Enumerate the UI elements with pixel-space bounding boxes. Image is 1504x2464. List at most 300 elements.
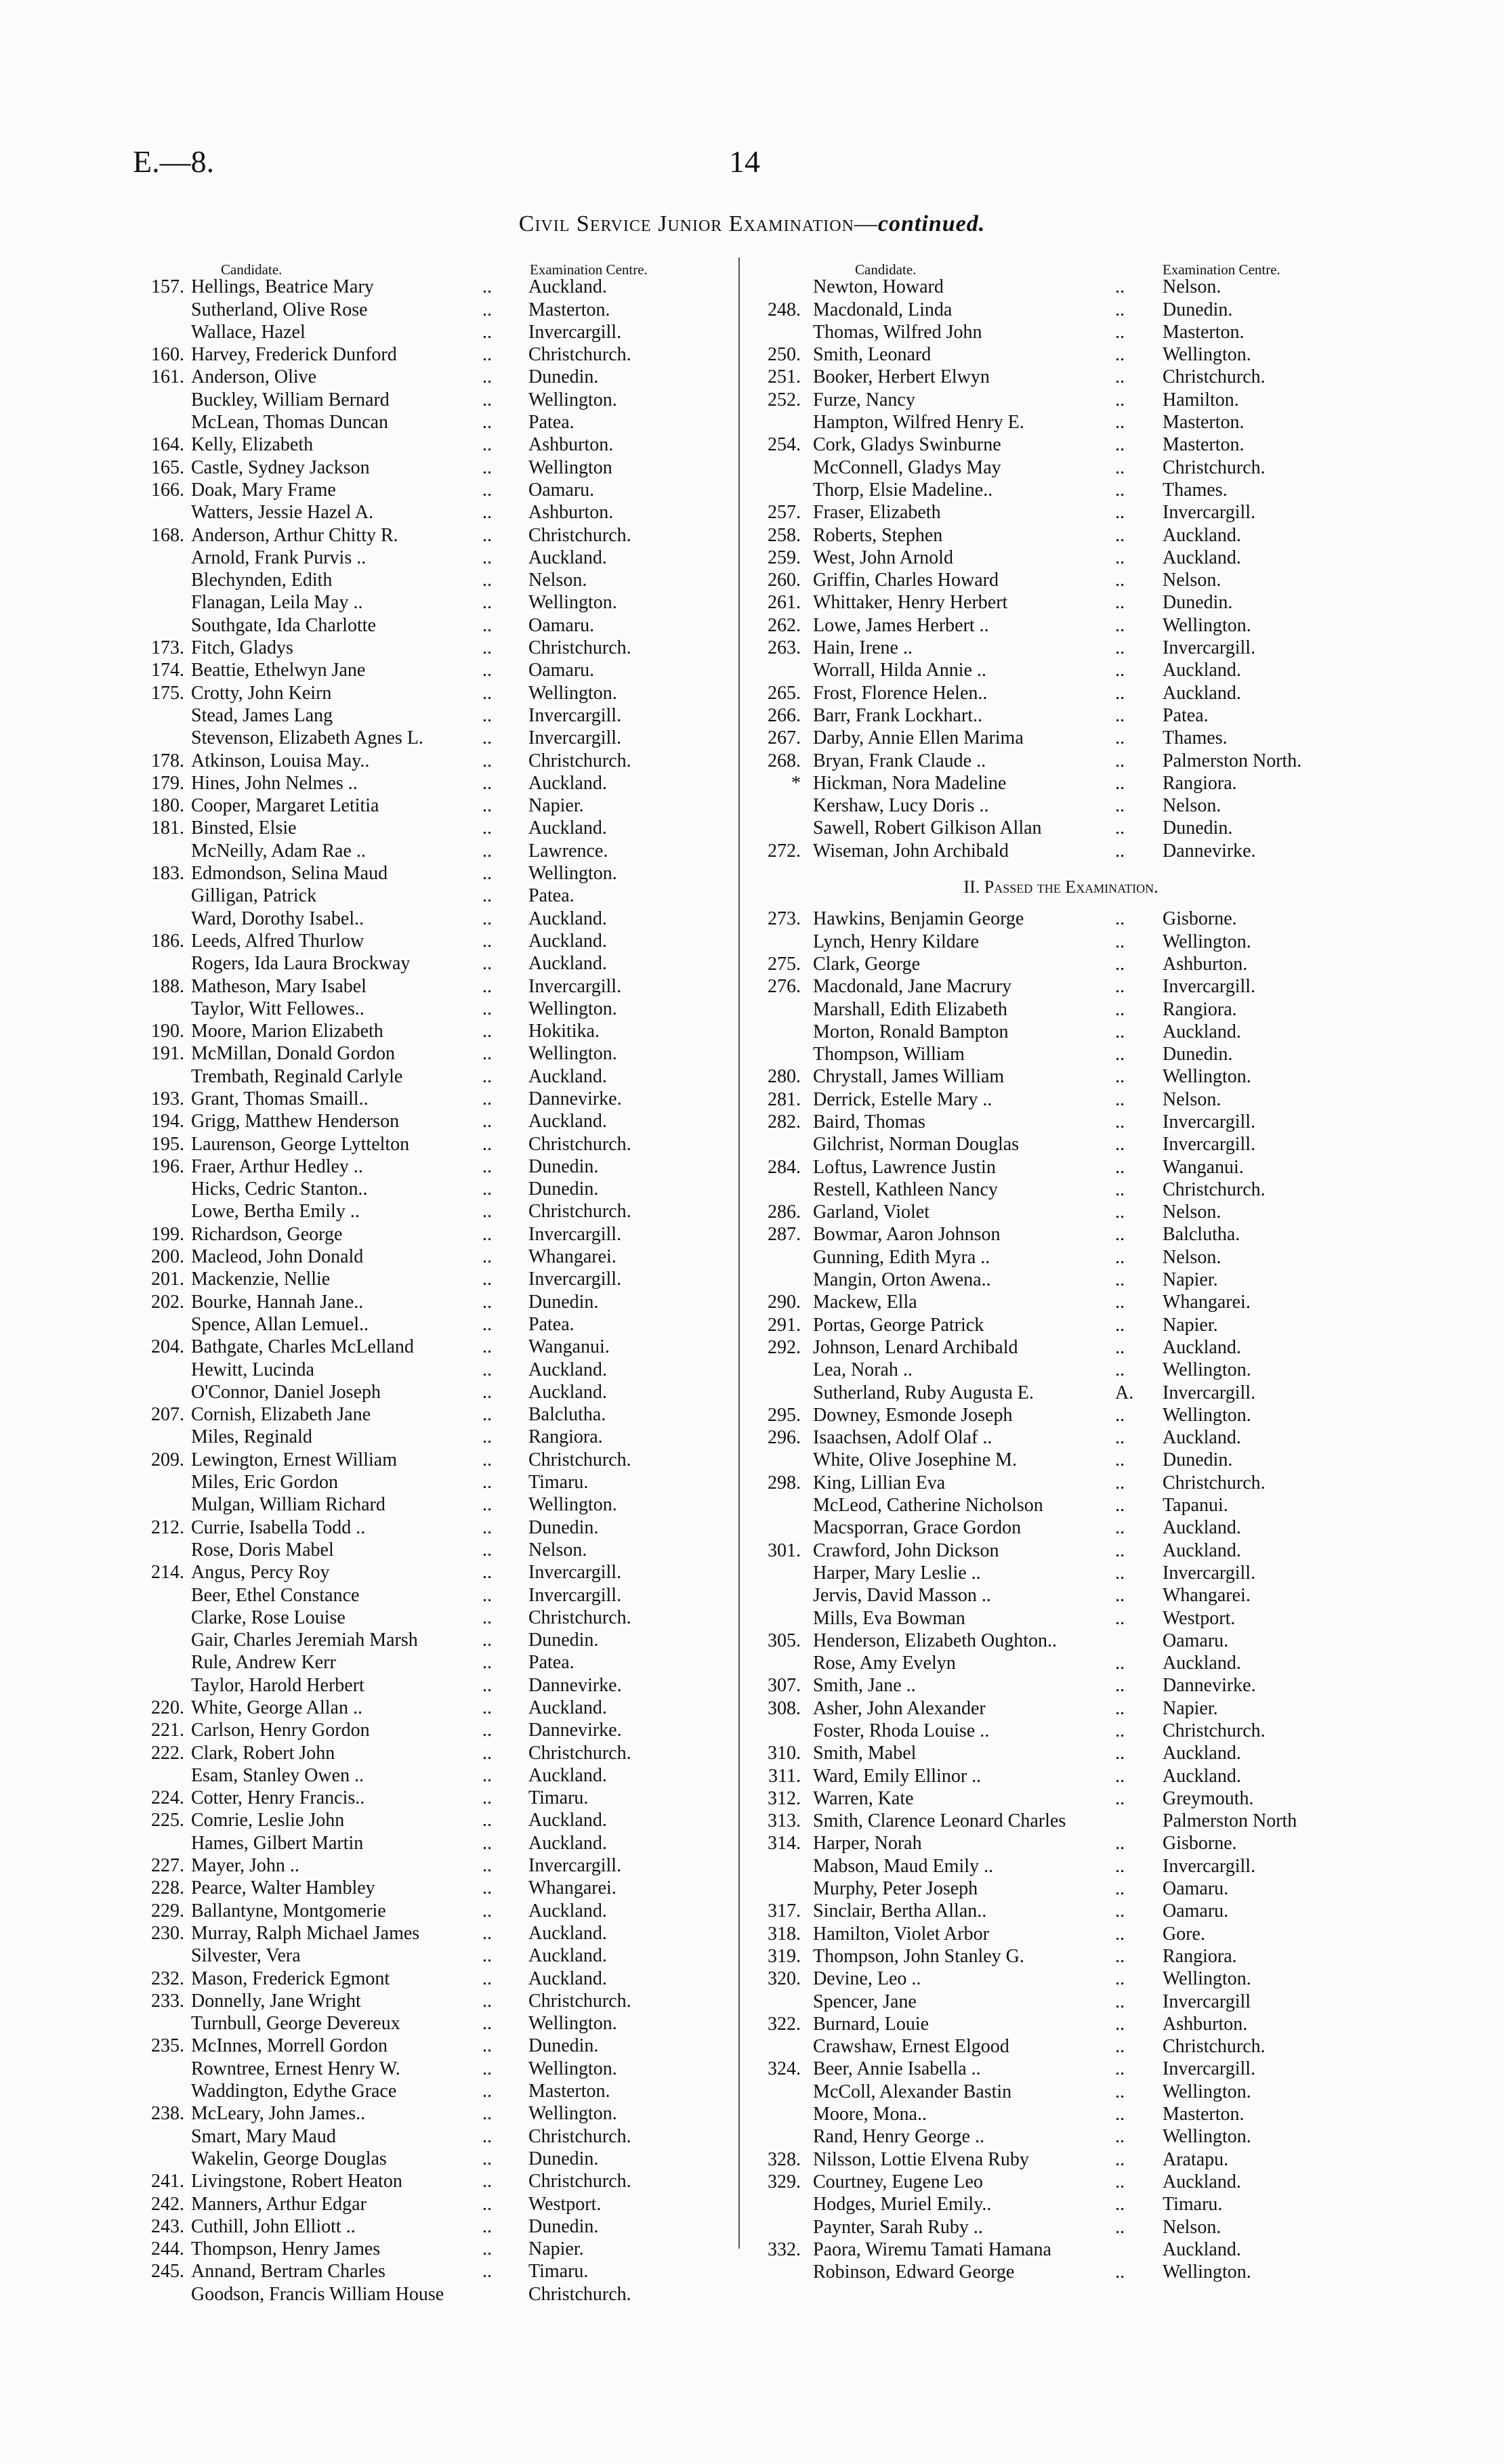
leader-dots: .. [482, 1697, 492, 1718]
candidate-number: 265. [768, 682, 801, 704]
candidate-name: Pearce, Walter Hambley [191, 1877, 375, 1899]
candidate-row [743, 2238, 1379, 2261]
candidate-row [126, 794, 722, 817]
examination-centre: Dunedin. [528, 1630, 599, 1651]
leader-dots: .. [1115, 366, 1125, 388]
examination-centre: Hamilton. [1163, 389, 1239, 410]
candidate-row [126, 2125, 722, 2148]
candidate-name: Hain, Irene .. [813, 637, 913, 659]
right-candidate-list-passed [743, 908, 1379, 2283]
examination-centre: Oamaru. [1163, 1900, 1229, 1922]
candidate-name: Furze, Nancy [813, 389, 915, 410]
candidate-row [126, 343, 722, 366]
leader-dots: .. [482, 1832, 492, 1854]
examination-centre: Wellington. [1163, 614, 1251, 636]
candidate-row [126, 2215, 722, 2238]
candidate-number: 310. [768, 1743, 801, 1764]
leader-dots: .. [482, 2261, 492, 2282]
candidate-number: 257. [768, 502, 801, 524]
examination-centre: Invercargill. [1163, 1382, 1256, 1403]
examination-centre: Auckland. [1163, 1653, 1241, 1674]
candidate-row [126, 1336, 722, 1358]
leader-dots: .. [482, 1201, 492, 1223]
candidate-number: 313. [768, 1810, 801, 1832]
examination-centre: Nelson. [1163, 1202, 1221, 1223]
candidate-number: 260. [768, 570, 801, 591]
candidate-name: Booker, Herbert Elwyn [813, 366, 990, 388]
leader-dots: .. [1115, 1472, 1125, 1493]
right-column-header [743, 253, 1379, 276]
candidate-row [743, 2193, 1379, 2215]
candidate-row [126, 1110, 722, 1132]
candidate-row [743, 1336, 1379, 1359]
candidate-number: 175. [151, 682, 184, 704]
leader-dots: .. [482, 614, 492, 636]
leader-dots: .. [482, 840, 492, 862]
candidate-row [743, 276, 1379, 298]
leader-dots: .. [482, 1742, 492, 1764]
leader-dots: .. [482, 1494, 492, 1516]
examination-centre: Whangarei. [1163, 1292, 1251, 1313]
candidate-name: Barr, Frank Lockhart.. [813, 704, 983, 726]
examination-centre: Patea. [528, 885, 575, 907]
candidate-number: 168. [151, 524, 184, 546]
candidate-number: 307. [768, 1675, 801, 1697]
leader-dots: .. [1115, 1449, 1125, 1471]
candidate-name: Smith, Jane .. [813, 1675, 916, 1697]
candidate-row [126, 1854, 722, 1877]
examination-centre: Christchurch. [528, 2171, 631, 2192]
examination-centre: Patea. [1163, 704, 1209, 726]
examination-centre: Patea. [528, 1313, 575, 1335]
candidate-name: Hawkins, Benjamin George [813, 908, 1024, 930]
leader-dots: .. [1115, 570, 1125, 591]
examination-centre: Timaru. [528, 1787, 589, 1809]
leader-dots: .. [1115, 1427, 1125, 1449]
candidate-row [743, 1382, 1379, 1404]
examination-centre: Auckland. [528, 547, 607, 568]
candidate-number: 317. [768, 1900, 801, 1922]
candidate-row [126, 1471, 722, 1493]
candidate-row [126, 1561, 722, 1584]
candidate-row [126, 750, 722, 772]
leader-dots: .. [1115, 1134, 1125, 1155]
candidate-row [743, 1065, 1379, 1088]
candidate-number: 179. [151, 772, 184, 794]
examination-centre: Auckland. [1163, 2171, 1241, 2192]
leader-dots: .. [482, 1223, 492, 1245]
candidate-row [126, 1088, 722, 1110]
examination-centre: Invercargill. [1163, 502, 1256, 524]
candidate-name: Castle, Sydney Jackson [191, 456, 370, 478]
leader-dots: .. [482, 1381, 492, 1403]
candidate-number: 298. [768, 1472, 801, 1493]
examination-centre: Invercargill. [1163, 2058, 1256, 2080]
leader-dots: .. [482, 389, 492, 410]
leader-dots: .. [482, 2215, 492, 2237]
examination-centre: Christchurch. [528, 1990, 631, 2012]
candidate-name: Wallace, Hazel [191, 321, 306, 343]
candidate-name: White, George Allan .. [191, 1697, 362, 1718]
examination-centre: Greymouth. [1163, 1787, 1254, 1809]
examination-centre: Wellington. [1163, 344, 1251, 366]
candidate-name: Whittaker, Henry Herbert [813, 592, 1008, 614]
candidate-row [126, 1155, 722, 1178]
examination-centre: Napier. [1163, 1697, 1218, 1719]
candidate-row [126, 1539, 722, 1561]
candidate-name: Edmondson, Selina Maud [191, 863, 388, 885]
examination-centre: Auckland. [1163, 1517, 1241, 1539]
candidate-name: Hewitt, Lucinda [191, 1359, 314, 1380]
candidate-name: Doak, Mary Frame [191, 479, 336, 501]
candidate-row [126, 2080, 722, 2102]
leader-dots: .. [482, 1900, 492, 1921]
examination-centre: Whangarei. [528, 1246, 617, 1268]
leader-dots: .. [482, 1990, 492, 2012]
candidate-number: 232. [151, 1968, 184, 1989]
candidate-name: Worrall, Hilda Annie .. [813, 660, 986, 681]
candidate-row [126, 1945, 722, 1967]
candidate-row [126, 952, 722, 975]
candidate-name: Mills, Eva Bowman [813, 1607, 965, 1629]
examination-centre: Auckland. [528, 1832, 607, 1854]
candidate-name: Henderson, Elizabeth Oughton.. [813, 1630, 1058, 1651]
leader-dots: .. [1115, 389, 1125, 410]
candidate-number: 214. [151, 1562, 184, 1584]
leader-dots: .. [482, 1787, 492, 1809]
candidate-number: 329. [768, 2171, 801, 2192]
examination-centre: Christchurch. [528, 2125, 631, 2147]
candidate-name: Garland, Violet [813, 1202, 929, 1223]
candidate-row [743, 794, 1379, 817]
candidate-number: 180. [151, 795, 184, 817]
examination-centre: Auckland. [528, 1922, 607, 1944]
candidate-name: McLean, Thomas Duncan [191, 412, 389, 433]
candidate-row [743, 1359, 1379, 1381]
candidate-number: 224. [151, 1787, 184, 1809]
candidate-name: Blechynden, Edith [191, 570, 333, 591]
examination-centre: Dunedin. [528, 2215, 599, 2237]
examination-centre: Napier. [1163, 1314, 1218, 1336]
candidate-name: Bathgate, Charles McLelland [191, 1336, 414, 1358]
examination-centre: Wellington. [528, 682, 617, 704]
candidate-row [743, 411, 1379, 433]
candidate-number: 178. [151, 750, 184, 771]
leader-dots: .. [482, 2193, 492, 2215]
examination-centre: Auckland. [528, 772, 607, 794]
candidate-name: Beer, Annie Isabella .. [813, 2058, 981, 2080]
examination-centre: Invercargill. [528, 727, 622, 749]
candidate-row [126, 1516, 722, 1539]
examination-centre: Christchurch. [528, 1133, 631, 1155]
candidate-row [126, 433, 722, 456]
candidate-number: 286. [768, 1202, 801, 1223]
candidate-number: 275. [768, 953, 801, 975]
candidate-name: Rule, Andrew Kerr [191, 1652, 336, 1674]
examination-centre: Dunedin. [1163, 592, 1233, 614]
examination-centre: Westport. [1163, 1607, 1236, 1629]
candidate-number: 241. [151, 2171, 184, 2192]
leader-dots: .. [482, 1764, 492, 1786]
examination-centre: Nelson. [528, 1539, 587, 1560]
candidate-number: 199. [151, 1223, 184, 1245]
candidate-name: Thompson, William [813, 1044, 965, 1065]
leader-dots: .. [482, 1630, 492, 1651]
examination-centre: Masterton. [528, 299, 610, 320]
candidate-row [126, 1877, 722, 1899]
leader-dots: .. [1115, 614, 1125, 636]
candidate-number: 287. [768, 1224, 801, 1246]
candidate-number: 268. [768, 750, 801, 771]
candidate-name: Richardson, George [191, 1223, 343, 1245]
candidate-row [126, 2012, 722, 2035]
candidate-name: Cornish, Elizabeth Jane [191, 1404, 371, 1426]
candidate-number: 157. [151, 276, 184, 298]
candidate-row [743, 817, 1379, 839]
candidate-row [126, 501, 722, 524]
examination-centre: Auckland. [528, 1381, 607, 1403]
candidate-name: Bryan, Frank Claude .. [813, 750, 986, 771]
candidate-row [126, 411, 722, 433]
leader-dots: .. [1115, 2194, 1125, 2215]
candidate-row [126, 2170, 722, 2192]
leader-dots: .. [482, 1359, 492, 1380]
candidate-row [126, 389, 722, 411]
candidate-name: McLeary, John James.. [191, 2103, 366, 2125]
candidate-name: McMillan, Donald Gordon [191, 1043, 395, 1065]
leader-dots: .. [482, 660, 492, 681]
examination-centre: Invercargill. [528, 704, 622, 726]
candidate-row [126, 637, 722, 659]
candidate-name: Derrick, Estelle Mary .. [813, 1088, 993, 1110]
candidate-row [126, 1268, 722, 1290]
candidate-row [743, 2058, 1379, 2080]
candidate-number: 228. [151, 1877, 184, 1899]
leader-dots: .. [482, 1291, 492, 1313]
leader-dots: .. [482, 1178, 492, 1200]
candidate-name: Gunning, Edith Myra .. [813, 1246, 990, 1268]
examination-centre: Dunedin. [528, 1516, 599, 1538]
examination-centre: Wellington. [1163, 1404, 1251, 1426]
leader-dots: .. [482, 502, 492, 524]
candidate-row [743, 727, 1379, 749]
candidate-row [126, 276, 722, 298]
examination-centre: Wellington. [528, 389, 617, 410]
leader-dots: .. [1115, 1404, 1125, 1426]
examination-centre: Dunedin. [1163, 1044, 1233, 1065]
candidate-name: Hodges, Muriel Emily.. [813, 2194, 992, 2215]
candidate-row [743, 704, 1379, 727]
examination-centre: Masterton. [1163, 2104, 1245, 2125]
leader-dots: .. [1115, 1314, 1125, 1336]
leader-dots: .. [482, 1449, 492, 1470]
candidate-name: Sutherland, Olive Rose [191, 299, 368, 320]
leader-dots: .. [1115, 2081, 1125, 2102]
candidate-row [126, 1651, 722, 1674]
candidate-number: 165. [151, 456, 184, 478]
candidate-number: 281. [768, 1088, 801, 1110]
examination-centre: Christchurch. [528, 750, 631, 771]
candidate-name: Frost, Florence Helen.. [813, 682, 988, 704]
candidate-row [126, 1426, 722, 1448]
candidate-name: Gilligan, Patrick [191, 885, 317, 907]
examination-centre: Masterton. [1163, 321, 1245, 343]
candidate-row [743, 1584, 1379, 1607]
candidate-row [126, 1359, 722, 1381]
candidate-name: Johnson, Lenard Archibald [813, 1336, 1018, 1358]
candidate-row [126, 862, 722, 885]
candidate-row [126, 998, 722, 1020]
candidate-name: Hines, John Nelmes .. [191, 772, 358, 794]
candidate-name: Lowe, Bertha Emily .. [191, 1201, 360, 1223]
candidate-number: 251. [768, 366, 801, 388]
candidate-number: 250. [768, 344, 801, 366]
leader-dots: .. [482, 930, 492, 952]
candidate-number: 166. [151, 479, 184, 501]
candidate-row [126, 2238, 722, 2260]
examination-centre: Dannevirke. [1163, 840, 1256, 862]
examination-centre: Nelson. [1163, 276, 1221, 298]
candidate-name: McColl, Alexander Bastin [813, 2081, 1012, 2102]
candidate-row [126, 840, 722, 862]
leader-dots: .. [482, 1043, 492, 1065]
examination-centre: Dunedin. [528, 366, 599, 388]
examination-centre: Invercargill. [528, 975, 622, 997]
examination-centre: Rangiora. [1163, 772, 1237, 794]
candidate-row [126, 930, 722, 952]
candidate-name: Carlson, Henry Gordon [191, 1720, 370, 1741]
candidate-row [743, 1765, 1379, 1787]
leader-dots: .. [482, 953, 492, 975]
leader-dots: .. [482, 1584, 492, 1606]
examination-centre: Auckland. [1163, 524, 1241, 546]
examination-centre: Masterton. [1163, 434, 1245, 456]
examination-centre: Invercargill. [1163, 1134, 1256, 1155]
examination-centre: Timaru. [1163, 2194, 1223, 2215]
examination-centre: Dunedin. [528, 1291, 599, 1313]
candidate-name: Hamilton, Violet Arbor [813, 1923, 989, 1945]
candidate-name: Chrystall, James William [813, 1066, 1005, 1088]
examination-centre: Nelson. [528, 570, 587, 591]
candidate-number: 254. [768, 434, 801, 456]
examination-centre: Auckland. [1163, 1336, 1241, 1358]
candidate-row [126, 479, 722, 501]
examination-centre: Wellington. [1163, 1968, 1251, 1990]
candidate-name: Mabson, Maud Emily .. [813, 1855, 993, 1877]
candidate-row [126, 885, 722, 907]
candidate-name: Macleod, John Donald [191, 1246, 364, 1268]
examination-centre: Wellington. [528, 1043, 617, 1065]
candidate-name: O'Connor, Daniel Joseph [191, 1381, 381, 1403]
candidate-name: Kershaw, Lucy Doris .. [813, 795, 989, 817]
leader-dots: .. [1115, 1765, 1125, 1787]
candidate-name: Darby, Annie Ellen Marima [813, 727, 1024, 749]
leader-dots: .. [482, 1810, 492, 1831]
examination-centre: Dannevirke. [1163, 1675, 1256, 1697]
candidate-number: 204. [151, 1336, 184, 1358]
leader-dots: .. [482, 1088, 492, 1109]
examination-centre: Wellington. [528, 1494, 617, 1516]
leader-dots: .. [1115, 1539, 1125, 1561]
leader-dots: .. [1115, 772, 1125, 794]
candidate-row [743, 1133, 1379, 1155]
leader-dots: .. [1115, 276, 1125, 298]
candidate-row [126, 1832, 722, 1854]
candidate-row [743, 975, 1379, 998]
candidate-row [126, 1922, 722, 1945]
examination-centre: Christchurch. [528, 1449, 631, 1470]
examination-centre: Thames. [1163, 479, 1228, 501]
leader-dots: .. [1115, 1269, 1125, 1291]
candidate-number: 252. [768, 389, 801, 410]
candidate-number: 238. [151, 2103, 184, 2125]
section-code: E.—8. [133, 144, 215, 179]
examination-centre: Christchurch. [1163, 366, 1266, 388]
candidate-row [743, 299, 1379, 321]
leader-dots: .. [1115, 1787, 1125, 1809]
candidate-name: Ballantyne, Montgomerie [191, 1900, 386, 1921]
leader-dots: .. [482, 524, 492, 546]
examination-centre: Auckland. [1163, 547, 1241, 568]
examination-centre: Wellington. [528, 998, 617, 1019]
candidate-row [743, 840, 1379, 862]
candidate-name: Wiseman, John Archibald [813, 840, 1009, 862]
candidate-name: Cuthill, John Elliott .. [191, 2215, 356, 2237]
candidate-name: Gair, Charles Jeremiah Marsh [191, 1630, 418, 1651]
candidate-name: Esam, Stanley Owen .. [191, 1764, 364, 1786]
leader-dots: .. [1115, 2148, 1125, 2170]
section-heading-passed: II. Passed the Examination. [963, 877, 1158, 897]
leader-dots: .. [482, 547, 492, 568]
examination-centre: Wellington. [1163, 931, 1251, 952]
candidate-row [126, 547, 722, 569]
leader-dots: .. [482, 592, 492, 614]
candidate-name: McConnell, Gladys May [813, 456, 1001, 478]
examination-centre: Dannevirke. [528, 1720, 622, 1741]
candidate-number: 183. [151, 863, 184, 885]
candidate-name: West, John Arnold [813, 547, 953, 568]
candidate-name: Miles, Reginald [191, 1426, 312, 1448]
leader-dots: .. [482, 344, 492, 366]
candidate-number: 202. [151, 1291, 184, 1313]
examination-centre: Invercargill. [528, 321, 622, 343]
examination-centre: Christchurch. [528, 524, 631, 546]
leader-dots: .. [1115, 547, 1125, 568]
examination-centre: Auckland. [528, 908, 607, 929]
candidate-row [743, 1697, 1379, 1720]
leader-dots: .. [1115, 1224, 1125, 1246]
examination-centre: Auckland. [1163, 1743, 1241, 1764]
candidate-name: Atkinson, Louisa May.. [191, 750, 370, 771]
candidate-name: Cotter, Henry Francis.. [191, 1787, 365, 1809]
candidate-name: Taylor, Harold Herbert [191, 1674, 364, 1696]
candidate-number: 319. [768, 1945, 801, 1967]
examination-centre: Wanganui. [528, 1336, 610, 1358]
candidate-name: Rand, Henry George .. [813, 2126, 984, 2148]
candidate-row [743, 2216, 1379, 2238]
examination-centre: Oamaru. [528, 479, 595, 501]
candidate-row [743, 1832, 1379, 1854]
candidate-row [126, 1584, 722, 1607]
leader-dots: .. [482, 479, 492, 501]
candidate-name: Spence, Allan Lemuel.. [191, 1313, 369, 1335]
candidate-number: 258. [768, 524, 801, 546]
leader-dots: .. [482, 1404, 492, 1426]
candidate-name: Fraer, Arthur Hedley .. [191, 1155, 363, 1177]
candidate-number: 259. [768, 547, 801, 568]
candidate-row [743, 1923, 1379, 1945]
candidate-row [743, 1855, 1379, 1877]
